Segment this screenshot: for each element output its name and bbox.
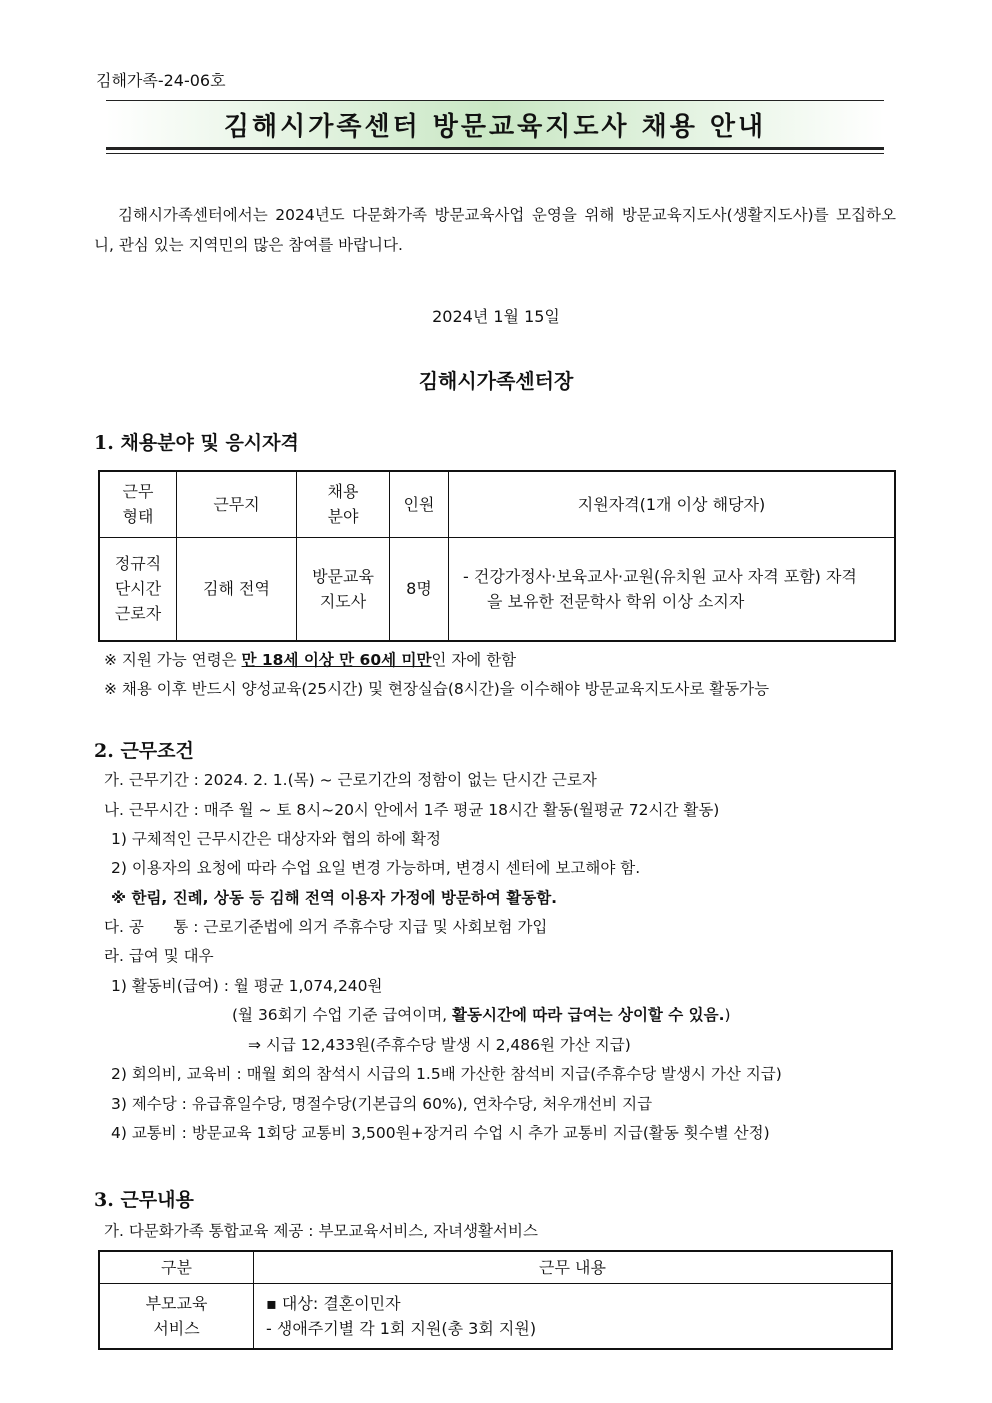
issue-date: 2024년 1월 15일 bbox=[432, 307, 560, 326]
training-note: ※ 채용 이후 반드시 양성교육(25시간) 및 현장실습(8시간)을 이수해야 방문교육지도사로 활동가능 bbox=[104, 680, 770, 698]
intro-paragraph: 김해시가족센터에서는 2024년도 다문화가족 방문교육사업 운영을 위해 방문교육지도사(생활지도사)를 모집하오니, 관심 있는 지역민의 많은 참여를 바랍니다. bbox=[94, 206, 896, 254]
header-count: 인원 bbox=[390, 471, 449, 537]
table-row bbox=[99, 537, 895, 641]
table-header-row bbox=[99, 1251, 892, 1283]
table-row bbox=[99, 1283, 892, 1349]
cell-content: ▪ 대상: 결혼이민자 - 생애주기별 각 1회 지원(총 3회 지원) bbox=[254, 1283, 893, 1349]
pay-heading: 라. 급여 및 대우 bbox=[104, 947, 214, 965]
work-period: 가. 근무기간 : 2024. 2. 1.(목) ~ 근로기간의 정함이 없는 단시간 근로자 bbox=[104, 771, 597, 789]
section1-heading: 1. 채용분야 및 응시자격 bbox=[94, 432, 299, 454]
pay-activity-detail: (월 36회기 수업 기준 급여이며, 활동시간에 따라 급여는 상이할 수 있음.) bbox=[232, 1006, 731, 1024]
cell-location: 김해 전역 bbox=[177, 537, 297, 641]
integrated-education: 가. 다문화가족 통합교육 제공 : 부모교육서비스, 자녀생활서비스 bbox=[104, 1222, 538, 1240]
common-conditions: 다. 공 통 : 근로기준법에 의거 주휴수당 지급 및 사회보험 가입 bbox=[104, 918, 548, 936]
work-area-note: ※ 한림, 진례, 상동 등 김해 전역 이용자 가정에 방문하여 활동함. bbox=[111, 889, 558, 907]
work-hours: 나. 근무시간 : 매주 월 ~ 토 8시~20시 안에서 1주 평균 18시간 활동(월평균 72시간 활동) bbox=[104, 801, 720, 819]
section3-heading: 3. 근무내용 bbox=[94, 1189, 194, 1211]
pay-transport: 4) 교통비 : 방문교육 1회당 교통비 3,500원+장거리 수업 시 추가 교통비 지급(활동 횟수별 산정) bbox=[111, 1124, 770, 1142]
work-hours-detail-1: 1) 구체적인 근무시간은 대상자와 협의 하에 확정 bbox=[111, 830, 441, 848]
work-hours-detail-2: 2) 이용자의 요청에 따라 수업 요일 변경 가능하며, 변경시 센터에 보고해야 함. bbox=[111, 859, 641, 877]
cell-work-type: 정규직 단시간 근로자 bbox=[99, 537, 177, 641]
pay-hourly-rate: ⇒ 시급 12,433원(주휴수당 발생 시 2,486원 가산 지급) bbox=[248, 1036, 631, 1054]
header-content: 근무 내용 bbox=[254, 1251, 893, 1283]
pay-meeting: 2) 회의비, 교육비 : 매월 회의 참석시 시급의 1.5배 가산한 참석비 지급(주휴수당 발생시 가산 지급) bbox=[111, 1065, 782, 1083]
header-category: 구분 bbox=[99, 1251, 254, 1283]
work-content-table bbox=[98, 1250, 893, 1350]
pay-allowances: 3) 제수당 : 유급휴일수당, 명절수당(기본급의 60%), 연차수당, 처우개선비 지급 bbox=[111, 1095, 653, 1113]
header-field: 채용 분야 bbox=[297, 471, 390, 537]
cell-count: 8명 bbox=[390, 537, 449, 641]
header-work-type: 근무 형태 bbox=[99, 471, 177, 537]
header-location: 근무지 bbox=[177, 471, 297, 537]
age-note: ※ 지원 가능 연령은 만 18세 이상 만 60세 미만인 자에 한함 bbox=[104, 651, 517, 669]
document-title: 김해시가족센터 방문교육지도사 채용 안내 bbox=[106, 100, 884, 150]
recruitment-table bbox=[98, 470, 896, 642]
table-header-row bbox=[99, 471, 895, 537]
cell-field: 방문교육 지도사 bbox=[297, 537, 390, 641]
header-qualifications: 지원자격(1개 이상 해당자) bbox=[449, 471, 896, 537]
section2-heading: 2. 근무조건 bbox=[94, 740, 194, 762]
pay-activity: 1) 활동비(급여) : 월 평균 1,074,240원 bbox=[111, 977, 383, 995]
cell-qualifications: - 건강가정사·보육교사·교원(유치원 교사 자격 포함) 자격 을 보유한 전문학사 학위 이상 소지자 bbox=[449, 537, 896, 641]
issuer-name: 김해시가족센터장 bbox=[418, 369, 574, 393]
cell-category: 부모교육 서비스 bbox=[99, 1283, 254, 1349]
document-number: 김해가족-24-06호 bbox=[96, 71, 226, 90]
